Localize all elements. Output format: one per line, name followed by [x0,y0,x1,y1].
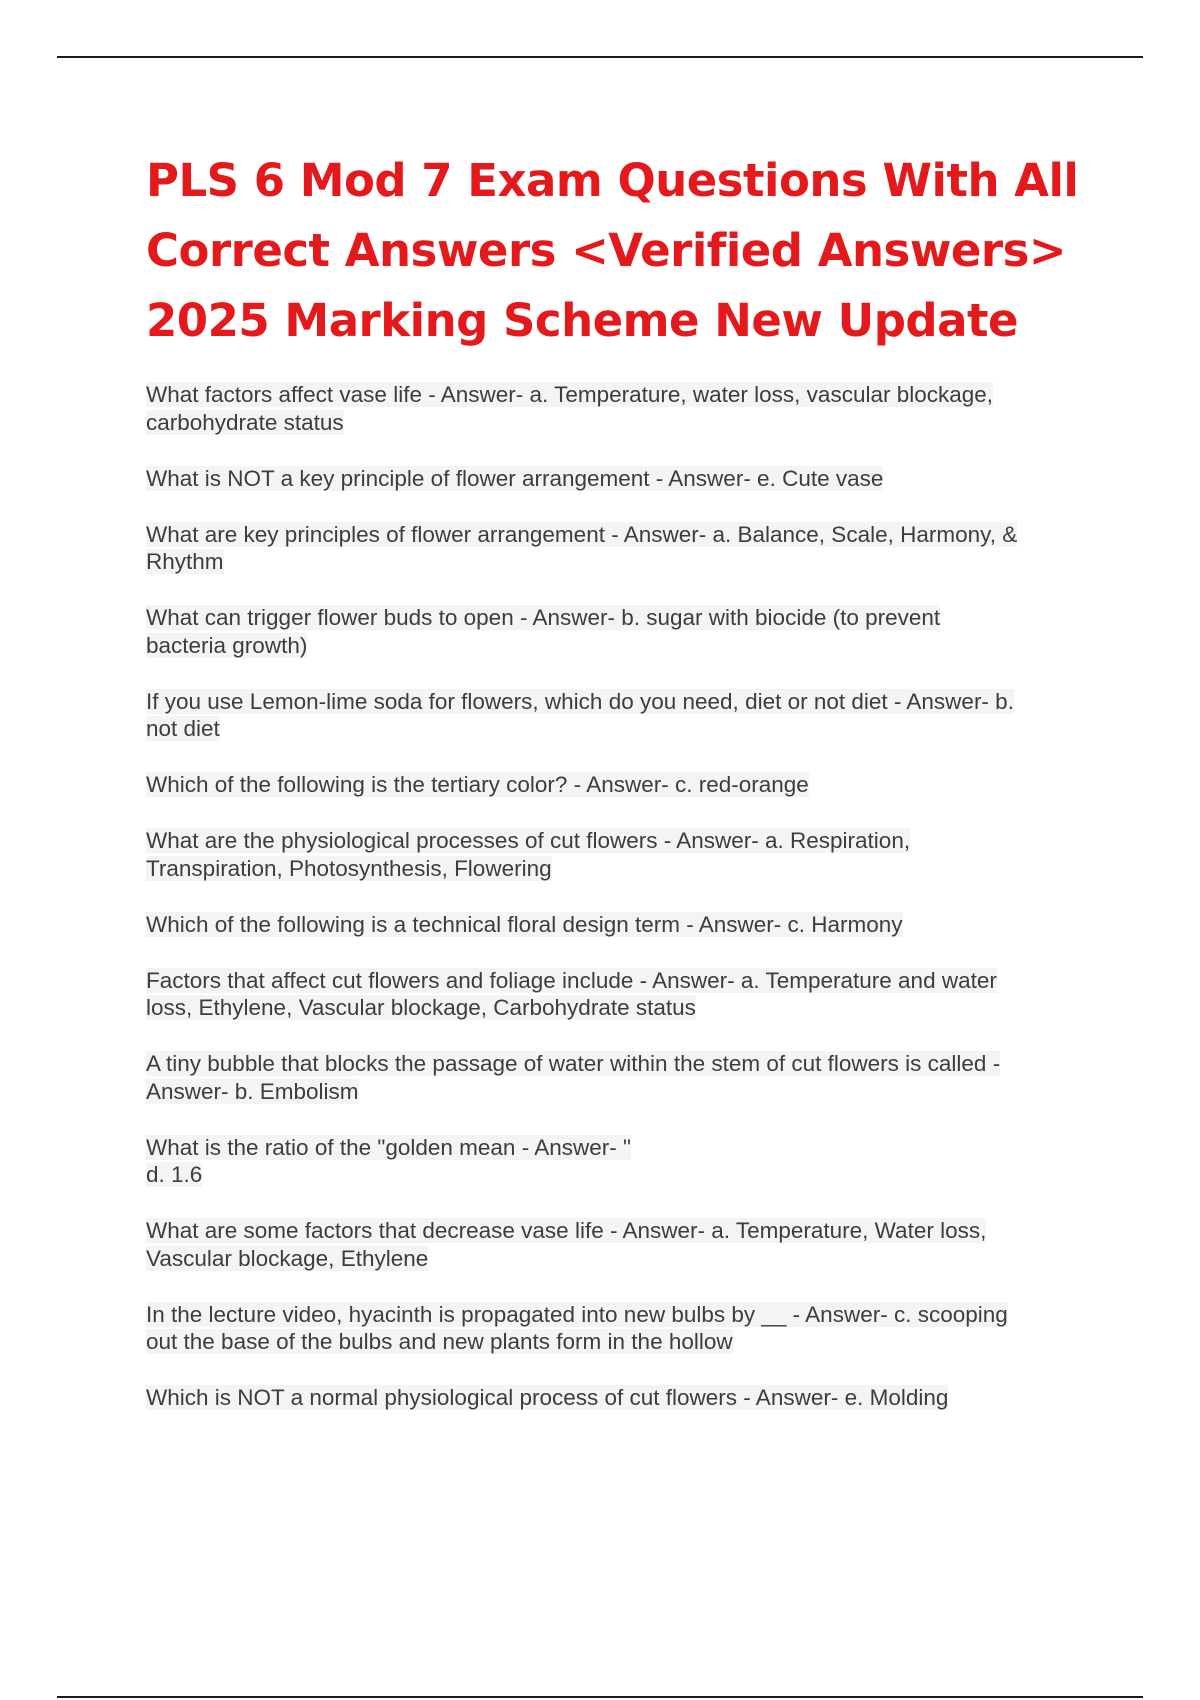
qa-item [146,521,1096,576]
qa-text: What are some factors that decrease vase life - Answer- a. Temperature, Water loss, Vascular blockage, Ethylene [146,1218,987,1271]
qa-item [146,381,1096,436]
qa-text: A tiny bubble that blocks the passage of water within the stem of cut flowers is called - Answer- b. Embolism [146,1051,1001,1104]
qa-item [146,1050,1096,1105]
qa-text: What is NOT a key principle of flower arrangement - Answer- e. Cute vase [146,465,884,491]
qa-item [146,465,1096,493]
qa-item [146,911,1096,939]
title-line: PLS 6 Mod 7 Exam Questions With All [146,154,1079,207]
qa-text: What factors affect vase life - Answer- a. Temperature, water loss, vascular blockage, carbohydrate status [146,382,994,435]
document-title [146,146,1079,356]
qa-text: Which is NOT a normal physiological process of cut flowers - Answer- e. Molding [146,1385,949,1410]
qa-item [146,771,1096,799]
qa-item [146,688,1096,743]
qa-text: If you use Lemon-lime soda for flowers, which do you need, diet or not diet - Answer- b. not diet [146,688,1014,741]
title-line: 2025 Marking Scheme New Update [146,294,1019,347]
qa-item [146,1217,1096,1272]
qa-text: What is the ratio of the "golden mean - Answer- " d. 1.6 [146,1134,631,1187]
qa-item [146,1301,1096,1356]
qa-text: Which of the following is a technical floral design term - Answer- c. Harmony [146,911,903,937]
qa-text: What can trigger flower buds to open - Answer- b. sugar with biocide (to prevent bacteria growth) [146,605,941,658]
qa-text: In the lecture video, hyacinth is propagated into new bulbs by __ - Answer- c. scooping out the base of the bulbs and new plants form in the hollow [146,1301,1008,1354]
qa-item [146,1134,1096,1189]
qa-item [146,827,1096,882]
qa-list [146,381,1096,1440]
qa-text: Factors that affect cut flowers and foliage include - Answer- a. Temperature and water loss, Ethylene, Vascular blockage, Carbohydrate status [146,967,997,1020]
qa-text: What are key principles of flower arrangement - Answer- a. Balance, Scale, Harmony, & Rhythm [146,521,1018,574]
qa-item [146,1384,1096,1412]
qa-text: What are the physiological processes of cut flowers - Answer- a. Respiration, Transpiration, Photosynthesis, Flowering [146,828,911,881]
top-rule [57,56,1143,58]
qa-text: Which of the following is the tertiary color? - Answer- c. red-orange [146,772,809,797]
qa-item [146,604,1096,659]
qa-item [146,967,1096,1022]
title-line: Correct Answers <Verified Answers> [146,224,1067,277]
bottom-rule [57,1696,1143,1698]
